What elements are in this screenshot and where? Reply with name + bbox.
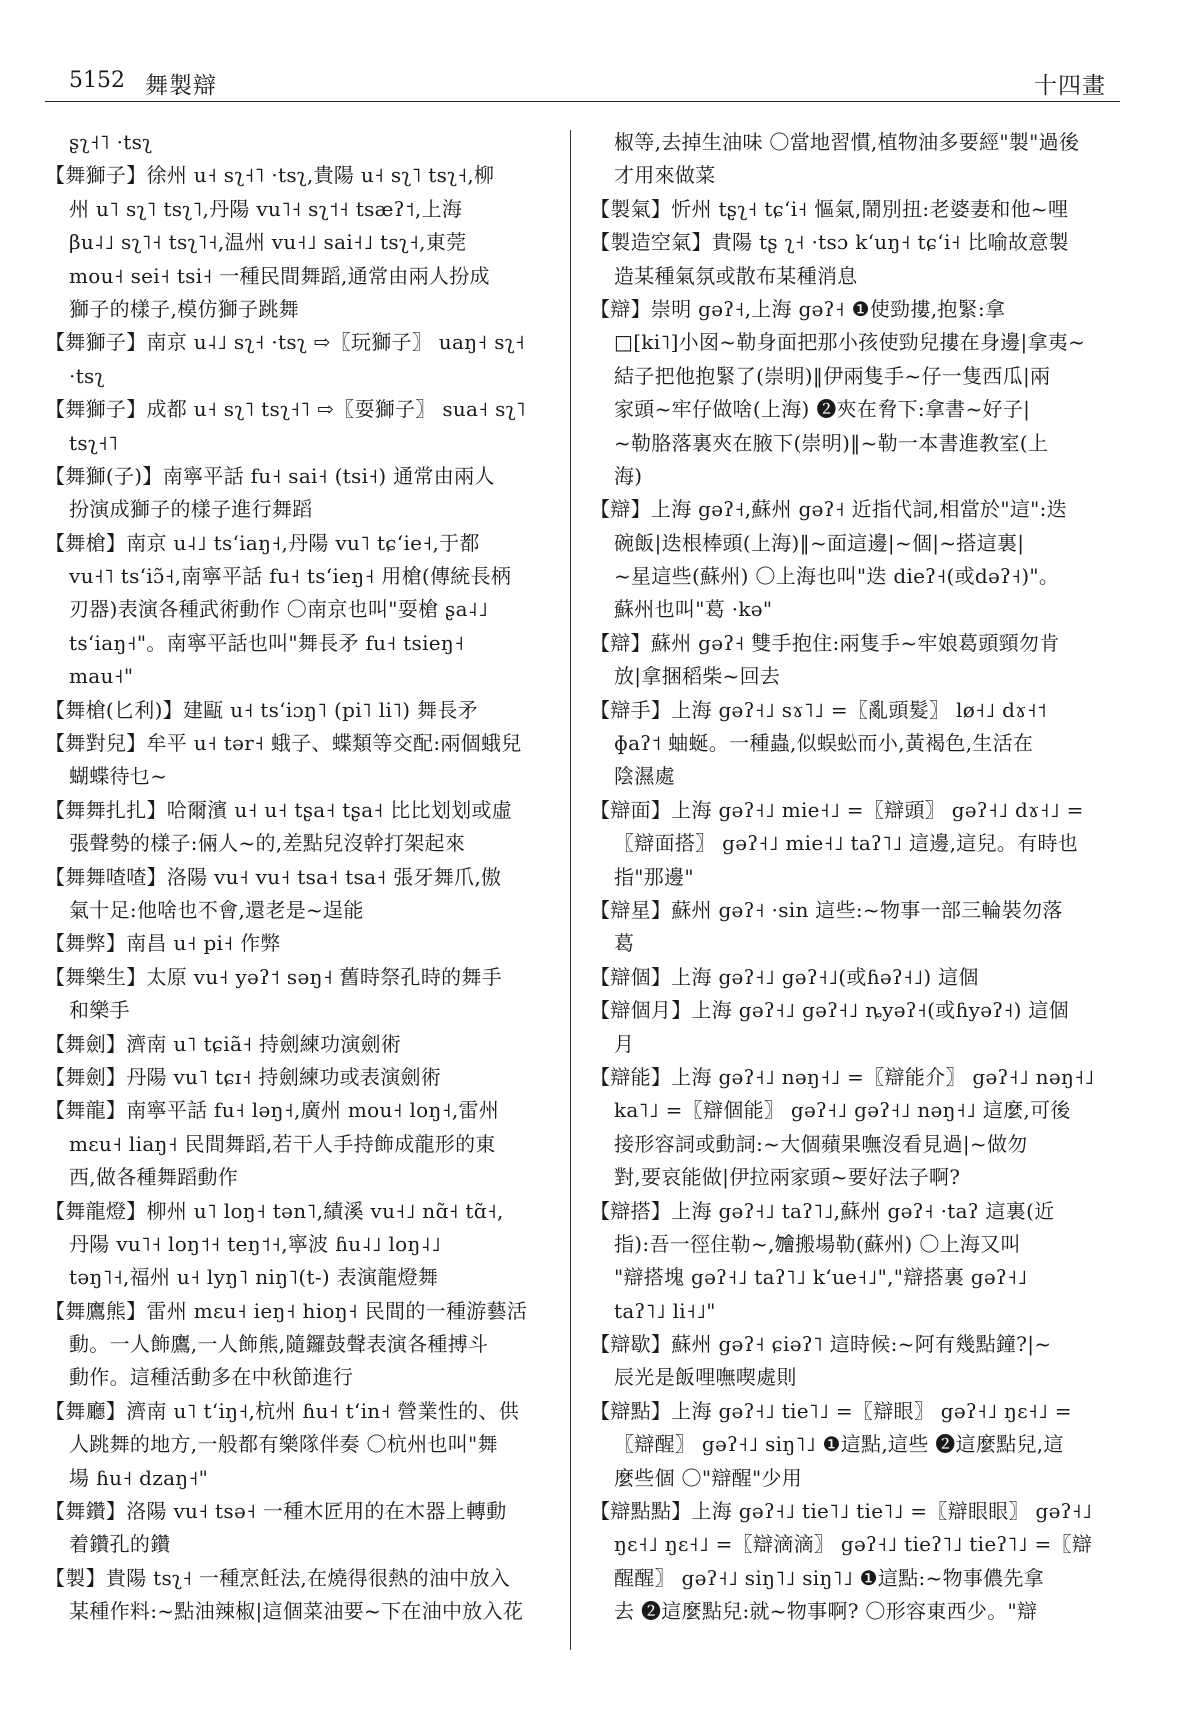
text-line: 辰光是飯哩嘸喫處則 [614,1365,797,1390]
text-line: 結子把他抱緊了(崇明)‖伊兩隻手~仔一隻西瓜|兩 [614,363,1051,388]
text-line: 去 ❷這麼點兒:就~物事啊? 〇形容東西少。"辯 [614,1599,1038,1624]
text-line: 接形容詞或動詞:~大個蘋果嘸沒看見過|~做勿 [614,1131,1028,1156]
text-line: 着鑽孔的鑽 [69,1532,171,1557]
text-line: 場 ɦu˧ dzaŋ˧" [69,1465,209,1490]
text-line: 蘇州也叫"葛 ·kə" [614,597,773,622]
text-line: 動。一人飾鷹,一人飾熊,隨鑼鼓聲表演各種搏斗 [69,1332,489,1357]
text-line: 【辯個】上海 gəʔ˧˩ gəʔ˧˩(或ɦəʔ˧˩) 這個 [590,964,979,989]
text-line: 西,做各種舞蹈動作 [69,1165,239,1190]
text-line: 【辯】蘇州 gəʔ˧ 雙手抱住:兩隻手~牢娘葛頭頸勿肯 [590,630,1060,655]
text-line: mau˧" [69,664,134,689]
text-line: 【辯點點】上海 gəʔ˧˩ tie˥˩ tie˥˩ =〖辯眼眼〗 gəʔ˧˩ [590,1499,1093,1524]
text-line: 動作。這種活動多在中秋節進行 [69,1365,354,1390]
text-line: 【舞對兒】牟平 u˧ tər˧ 蛾子、蝶類等交配:兩個蛾兒 [45,731,522,756]
text-line: 月 [614,1031,635,1056]
text-line: 【製造空氣】貴陽 tʂ ʅ˧ ·tsɔ kʻuŋ˧ tɕʻi˧ 比喻故意製 [590,230,1069,255]
text-line: ŋɛ˧˩ ŋɛ˧˩ =〖辯滴滴〗 gəʔ˧˩ tieʔ˥˩ tieʔ˥˩ =〖辯 [614,1532,1093,1557]
text-line: 【舞獅(子)】南寧平話 fu˧ sai˧ (tsi˧) 通常由兩人 [45,463,495,488]
text-line: 【辯點】上海 gəʔ˧˩ tie˥˩ =〖辯眼〗 gəʔ˧˩ ŋɛ˧˩ = [590,1398,1072,1423]
text-line: ·tsʅ [69,363,105,388]
text-line: 對,要哀能做|伊拉兩家頭~要好法子啊? [614,1165,961,1190]
text-line: 【舞劍】丹陽 vu˥ tɕɪ˧ 持劍練功或表演劍術 [45,1064,442,1089]
text-line: 【舞鑽】洛陽 vu˧ tsə˧ 一種木匠用的在木器上轉動 [45,1499,507,1524]
text-line: 【舞龍】南寧平話 fu˧ ləŋ˧,廣州 mou˧ loŋ˧,雷州 [45,1098,500,1123]
text-line: 【辯搭】上海 gəʔ˧˩ taʔ˥˩,蘇州 gəʔ˧ ·taʔ 這裏(近 [590,1198,1055,1223]
text-line: 【舞槍】南京 u˨˩ tsʻiaŋ˧,丹陽 vu˥ tɕʻie˧,于都 [45,530,480,555]
text-line: 【辯】上海 gəʔ˧,蘇州 gəʔ˧ 近指代詞,相當於"這":迭 [590,497,1067,522]
text-line: 【舞劍】濟南 u˥ tɕiã˧ 持劍練功演劍術 [45,1031,402,1056]
text-line: ~星這些(蘇州) 〇上海也叫"迭 dieʔ˧(或dəʔ˧)"。 [614,564,1060,589]
text-line: 葛 [614,931,635,956]
text-line: 【舞樂生】太原 vu˧ yəʔ˦ səŋ˧ 舊時祭孔時的舞手 [45,964,503,989]
text-line: "辯搭塊 gəʔ˧˩ taʔ˥˩ kʻue˧˩","辯搭裏 gəʔ˧˩ [614,1265,1028,1290]
text-line: 麼些個 〇"辯醒"少用 [614,1465,803,1490]
text-line: təŋ˥˧,福州 u˧ lyŋ˥ niŋ˥(t-) 表演龍燈舞 [69,1265,439,1290]
page-number: 5152 [69,68,125,93]
text-line: 【辯手】上海 gəʔ˧˩ sɤ˥˩ =〖亂頭髮〗 lø˧˩ dɤ˧˦ [590,697,1048,722]
text-line: 蝴蝶待乜~ [69,764,168,789]
text-line: mou˧ sei˧ tsi˧ 一種民間舞蹈,通常由兩人扮成 [69,263,490,288]
text-line: ~勒胳落裏夾在腋下(崇明)‖~勒一本書進教室(上 [614,430,1049,455]
text-line: vu˧˥ tsʻiɔ̃˧,南寧平話 fu˧ tsʻieŋ˧ 用槍(傳統長柄 [69,564,512,589]
text-line: 【舞槍(匕利)】建甌 u˧ tsʻiɔŋ˥ (pi˥ li˥) 舞長矛 [45,697,478,722]
text-line: 【辯星】蘇州 gəʔ˧ ·sin 這些:~物事一部三輪裝勿落 [590,897,1063,922]
text-line: 碗飯|迭根棒頭(上海)‖~面這邊|~個|~搭這裏| [614,530,1025,555]
text-line: 【舞舞喳喳】洛陽 vu˧ vu˧ tsa˧ tsa˧ 張牙舞爪,傲 [45,864,502,889]
text-line: 丹陽 vu˥˧ loŋ˦˧ teŋ˦˧,寧波 ɦu˨˩ loŋ˨˩ [69,1231,442,1256]
header-characters: 舞製辯 [145,73,217,99]
text-line: 【舞廳】濟南 u˥ tʻiŋ˧,杭州 ɦu˧ tʻin˧ 營業性的、供 [45,1398,520,1423]
text-line: tsʻiaŋ˧"。南寧平話也叫"舞長矛 fu˧ tsieŋ˧ [69,630,465,655]
text-line: taʔ˥˩ li˧˩" [614,1298,716,1323]
stroke-section-label: 十四畫 [1034,73,1106,99]
text-line: 某種作料:~點油辣椒|這個菜油要~下在油中放入花 [69,1599,524,1624]
text-line: 【舞弊】南昌 u˧ pi˧ 作弊 [45,931,281,956]
column-divider [570,130,571,1650]
text-line: ɸaʔ˦ 蚰蜒。一種蟲,似蜈蚣而小,黃褐色,生活在 [614,731,1034,756]
text-line: ʂʅ˧˥ ·tsʅ [69,130,153,154]
text-line: 造某種氣氛或散布某種消息 [614,263,858,288]
text-line: 指):吾一徑住勒~,𣍐搬場勒(蘇州) 〇上海又叫 [614,1231,1021,1256]
left-column [45,126,570,1686]
text-line: 人跳舞的地方,一般都有樂隊伴奏 〇杭州也叫"舞 [69,1432,498,1457]
text-line: tsʅ˧˥ [69,430,119,455]
text-line: 【辯歇】蘇州 gəʔ˧ ɕiəʔ˥ 這時候:~阿有幾點鐘?|~ [590,1332,1052,1357]
text-line: 張聲勢的樣子:倆人~的,差點兒沒幹打架起來 [69,831,466,856]
text-line: 【舞龍燈】柳州 u˥ loŋ˧ tən˥,績溪 vu˧˩ nɑ̃˧ tɑ̃˧, [45,1198,504,1223]
text-line: 刃器)表演各種武術動作 〇南京也叫"耍槍 ʂa˨˩ [69,597,489,622]
right-column [590,126,1115,1686]
text-line: 椒等,去掉生油味 〇當地習慣,植物油多要經"製"過後 [614,130,1080,154]
text-line: 【舞鷹熊】雷州 mɛu˧ ieŋ˧ hioŋ˧ 民間的一種游藝活 [45,1298,528,1323]
text-line: βu˨˩ sʅ˥˧ tsʅ˥˧,温州 vu˧˩ sai˧˩ tsʅ˧,東莞 [69,230,467,255]
text-line: 【舞獅子】徐州 u˧ sʅ˧˥ ·tsʅ,貴陽 u˧ sʅ˥ tsʅ˧,柳 [45,163,495,188]
text-line: 州 u˥ sʅ˥ tsʅ˥,丹陽 vu˥˧ sʅ˦˧ tsæʔ˦,上海 [69,196,463,221]
text-line: 海) [614,463,643,488]
text-line: 獅子的樣子,模仿獅子跳舞 [69,296,299,321]
text-line: 指"那邊" [614,864,694,889]
text-line: 〖辯醒〗 gəʔ˧˩ siŋ˥˩ ❶這點,這些 ❷這麼點兒,這 [614,1432,1064,1457]
text-line: □[ki˥]小囡~勒身面把那小孩使勁兒摟在身邊|拿夷~ [614,330,1086,355]
text-line: 和樂手 [69,998,130,1023]
text-line: 【辯】崇明 gəʔ˧,上海 gəʔ˧ ❶使勁摟,抱緊:拿 [590,296,1006,321]
text-line: 【製】貴陽 tsʅ˧ 一種烹飪法,在燒得很熱的油中放入 [45,1565,511,1590]
text-line: 【辯個月】上海 gəʔ˧˩ gəʔ˧˩ ȵyəʔ˧(或ɦyəʔ˧) 這個 [590,998,1069,1023]
text-line: 【製氣】忻州 tʂʅ˧ tɕʻi˧ 慪氣,鬧別扭:老婆妻和他~哩 [590,196,1069,221]
text-line: ka˥˩ =〖辯個能〗 gəʔ˧˩ gəʔ˧˩ nəŋ˧˩ 這麼,可後 [614,1098,1071,1123]
text-line: 【辯能】上海 gəʔ˧˩ nəŋ˧˩ =〖辯能介〗 gəʔ˧˩ nəŋ˧˩ [590,1064,1095,1089]
text-line: 〖辯面搭〗 gəʔ˧˩ mie˧˩ taʔ˥˩ 這邊,這兒。有時也 [614,831,1079,856]
text-line: 扮演成獅子的樣子進行舞蹈 [69,497,313,522]
text-line: mɛu˧ liaŋ˧ 民間舞蹈,若干人手持飾成龍形的東 [69,1131,496,1156]
text-line: 【辯面】上海 gəʔ˧˩ mie˧˩ =〖辯頭〗 gəʔ˧˩ dɤ˧˩ = [590,797,1084,822]
text-line: 醒醒〗 gəʔ˧˩ siŋ˥˩ siŋ˥˩ ❶這點:~物事儂先拿 [614,1565,1045,1590]
text-line: 家頭~牢仔做啥(上海) ❷夾在脅下:拿書~好子| [614,397,1031,422]
text-line: 氣十足:他啥也不會,還老是~逞能 [69,897,364,922]
text-line: 【舞獅子】南京 u˨˩ sʅ˧ ·tsʅ ⇨〖玩獅子〗 uaŋ˧ sʅ˧ [45,330,525,355]
text-line: 才用來做菜 [614,163,716,188]
text-line: 【舞舞扎扎】哈爾濱 u˧ u˧ tʂa˧ tʂa˧ 比比划划或虛 [45,797,513,822]
text-line: 放|拿捆稻柴~回去 [614,664,781,689]
text-line: 陰濕處 [614,764,675,789]
page-header [45,58,1120,102]
text-line: 【舞獅子】成都 u˧ sʅ˥ tsʅ˧˥ ⇨〖耍獅子〗 sua˧ sʅ˥ [45,397,526,422]
